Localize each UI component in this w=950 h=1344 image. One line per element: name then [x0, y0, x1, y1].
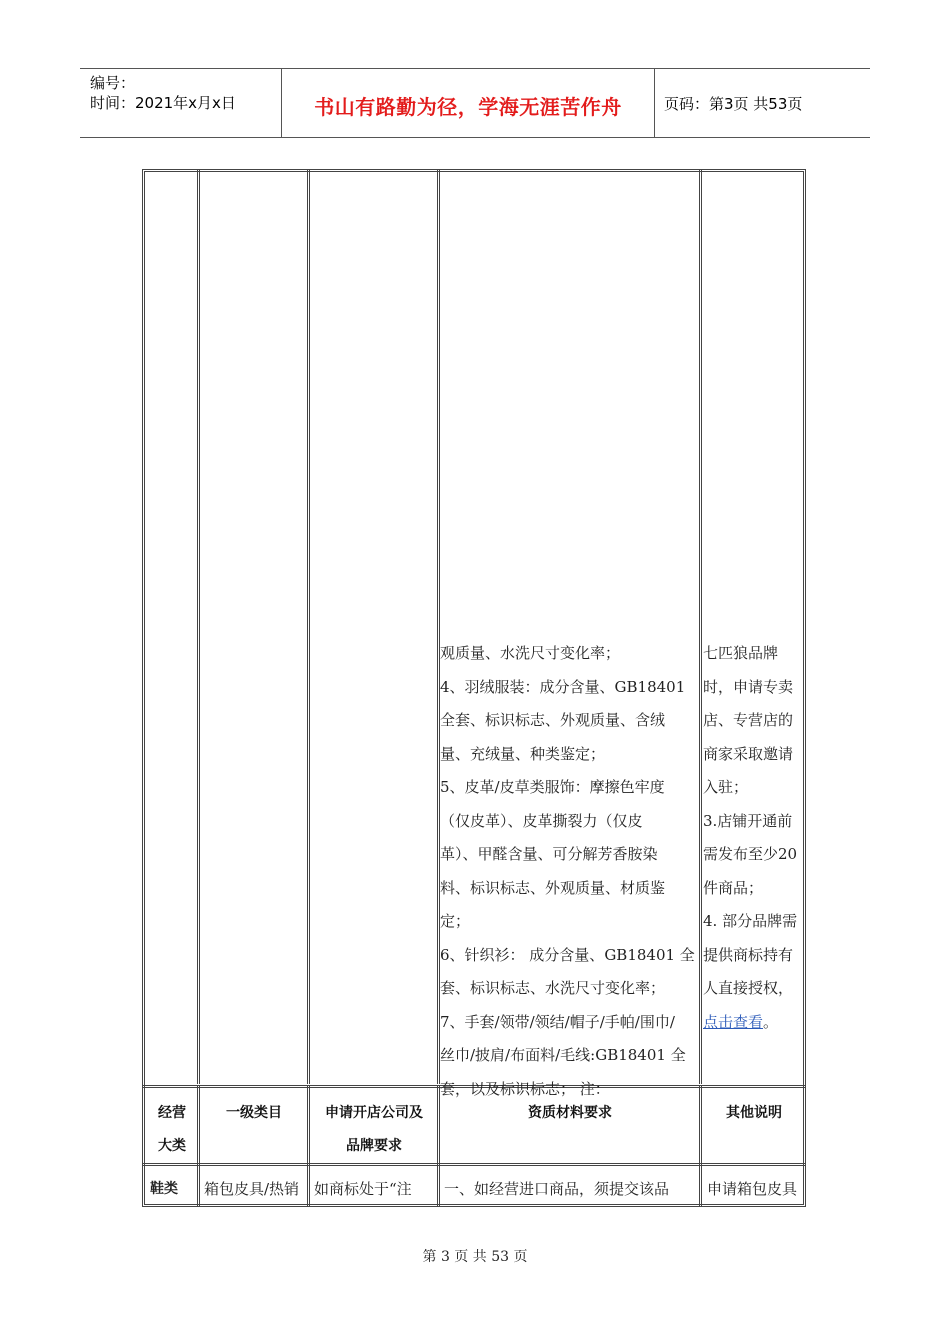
materials-line: 5、皮革/皮草类服饰：摩擦色牢度 [440, 778, 665, 796]
document-date: 时间：2021年x月x日 [90, 94, 236, 112]
row-notes: 申请箱包皮具 [707, 1180, 798, 1198]
materials-continued-text [440, 637, 702, 1106]
qualification-table [142, 169, 806, 1207]
row-level1: 箱包皮具/热销 [204, 1180, 300, 1198]
row-company: 如商标处于“注 [314, 1180, 412, 1198]
notes-line: 店、专营店的 [703, 711, 794, 729]
header-company-requirements: 申请开店公司及 品牌要求 [325, 1105, 423, 1154]
notes-line: 件商品； [703, 878, 764, 897]
notes-line: 提供商标持有 [703, 945, 794, 964]
notes-line: 4. 部分品牌需 [703, 912, 798, 930]
materials-line: 观质量、水洗尺寸变化率； [440, 644, 621, 662]
page-footer: 第 3 页 共 53 页 [422, 1249, 528, 1265]
materials-line: 6、针织衫： 成分含量、GB18401 全 [440, 945, 695, 964]
link-tail: 。 [763, 1012, 779, 1031]
header-notes: 其他说明 [726, 1105, 782, 1121]
header-level1-category: 一级类目 [226, 1105, 282, 1121]
notes-line: 商家采取邀请 [703, 744, 794, 763]
header-divider [654, 69, 655, 137]
materials-line: 量、充绒量、种类鉴定； [440, 744, 606, 763]
column-divider [197, 169, 200, 1084]
materials-line: 套、标识标志、水洗尺寸变化率； [440, 979, 666, 997]
notes-line: 时，申请专卖 [703, 677, 794, 696]
document-number-label: 编号： [90, 74, 136, 92]
row-materials: 一、如经营进口商品，须提交该品 [444, 1180, 670, 1198]
header-meta [90, 73, 236, 113]
column-divider [307, 169, 310, 1084]
materials-line: 套，以及标识标志； 注： [440, 1079, 610, 1098]
header-motto: 书山有路勤为径，学海无涯苦作舟 [314, 95, 622, 119]
materials-line: 料、标识标志、外观质量、材质鉴 [440, 878, 666, 897]
materials-line: 7、手套/领带/领结/帽子/手帕/围巾/ [440, 1012, 675, 1031]
header-business-category: 经营 大类 [158, 1105, 186, 1154]
view-details-link[interactable]: 点击查看 [703, 1012, 764, 1031]
notes-continued-text [703, 637, 807, 1039]
materials-line: （仅皮革）、皮革撕裂力（仅皮 [440, 811, 643, 830]
page-header [80, 68, 870, 138]
materials-line: 定； [440, 912, 471, 930]
row-category: 鞋类 [150, 1181, 178, 1197]
materials-line: 丝巾/披肩/布面料/毛线:GB18401 全 [440, 1046, 686, 1064]
materials-line: 革）、甲醛含量、可分解芳香胺染 [440, 845, 658, 863]
row-divider [142, 1163, 806, 1166]
notes-line: 3.店铺开通前 [703, 811, 793, 830]
notes-line: 需发布至少20 [703, 845, 798, 863]
header-page-info: 页码：第3页 共53页 [664, 95, 803, 113]
materials-line: 4、羽绒服装：成分含量、GB18401 [440, 677, 686, 696]
notes-line: 人直接授权， [703, 979, 794, 997]
notes-link-line [703, 1006, 807, 1040]
notes-line: 七匹狼品牌 [703, 644, 779, 662]
header-materials: 资质材料要求 [528, 1105, 612, 1121]
materials-line: 全套、标识标志、外观质量、含绒 [440, 711, 666, 729]
notes-line: 入驻； [703, 778, 749, 796]
